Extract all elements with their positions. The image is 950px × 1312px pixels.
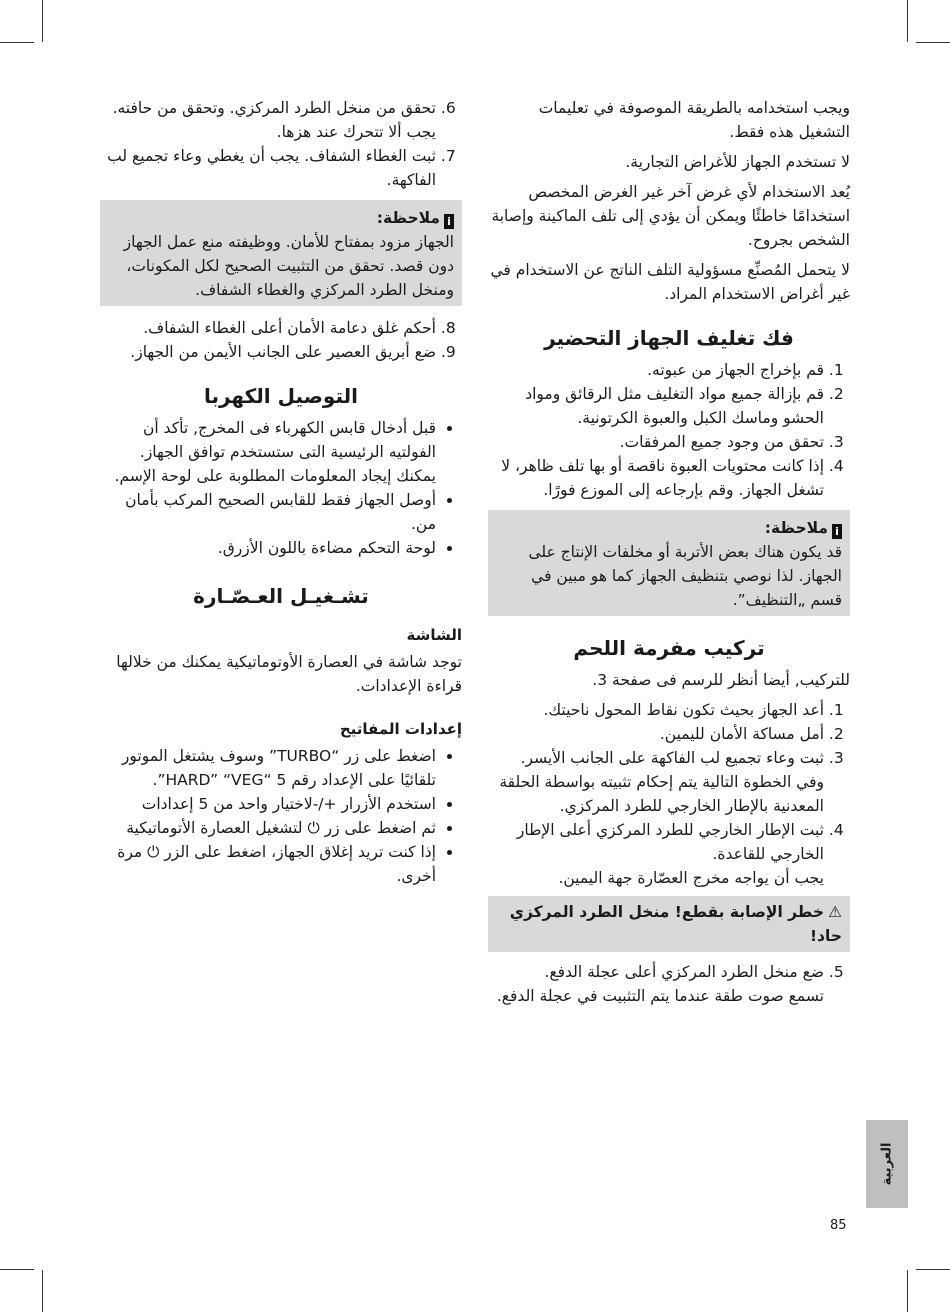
list-item: 3. ثبت وعاء تجميع لب الفاكهة على الجانب الأيسر. وفي الخطوة التالية يتم إحكام تثبيته بواسطة الحلقة المعدنية بالإطار الخارجي للطرد المركزي. bbox=[488, 746, 824, 818]
note-box bbox=[488, 510, 850, 616]
screen-text: توجد شاشة في العصارة الأوتوماتيكية يمكنك من خلالها قراءة الإعدادات. bbox=[116, 653, 462, 695]
language-tab bbox=[866, 1120, 908, 1208]
intro-paragraph: ويجب استخدامه بالطريقة الموصوفة في تعليمات التشغيل هذه فقط. bbox=[538, 99, 850, 141]
intro-paragraph: لا تستخدم الجهاز للأغراض التجارية. bbox=[625, 153, 850, 171]
note-text: قد يكون هناك بعض الأتربة أو مخلفات الإنتاج على الجهاز. لذا نوصي بتنظيف الجهاز كما هو مبين في قسم „التنظيف”. bbox=[528, 543, 842, 609]
section-title-operation: تشـغيـل العـصّـارة bbox=[193, 584, 369, 608]
list-item: 8. أحكم غلق دعامة الأمان أعلى الغطاء الشفاف. bbox=[100, 316, 436, 340]
info-icon: i bbox=[444, 214, 454, 229]
left-column bbox=[100, 96, 462, 894]
intro-paragraph: يُعد الاستخدام لأي غرض آخر غير الغرض المخصص استخدامًا خاطئًا ويمكن أن يؤدي إلى تلف الماكينة وإصابة الشخص بجروح. bbox=[491, 183, 850, 249]
intro-paragraph: لا يتحمل المُصنِّع مسؤولية التلف الناتج عن الاستخدام في غير أغراض الاستخدام المراد. bbox=[490, 261, 850, 303]
crop-mark bbox=[907, 1270, 908, 1312]
note-box bbox=[100, 200, 462, 306]
warning-box bbox=[488, 896, 850, 952]
keys-heading: إعدادات المفاتيح bbox=[339, 720, 462, 738]
list-item: 1. أعد الجهاز بحيث تكون نقاط المحول ناحيتك. bbox=[488, 698, 824, 722]
list-item: 1. قم بإخراج الجهاز من عبوته. bbox=[488, 358, 824, 382]
keys-list bbox=[100, 744, 462, 888]
list-item: 7. ثبت الغطاء الشفاف. يجب أن يغطي وعاء تجميع لب الفاكهة. bbox=[100, 144, 436, 192]
note-text: الجهاز مزود بمفتاح للأمان. ووظيفته منع عمل الجهاز دون قصد. تحقق من التثبيت الصحيح لكل المكونات، ومنخل الطرد المركزي والغطاء الشفاف. bbox=[123, 233, 454, 299]
crop-mark bbox=[42, 1270, 43, 1312]
crop-mark bbox=[916, 42, 950, 43]
list-item: • إذا كنت تريد إغلاق الجهاز، اضغط على الزر ⏻ مرة أخرى. bbox=[100, 840, 436, 888]
assembly-list bbox=[488, 698, 850, 866]
language-tab-label: العربية bbox=[879, 1142, 895, 1186]
screen-heading: الشاشة bbox=[406, 626, 462, 644]
section-title-unpack: فك تغليف الجهاز التحضير bbox=[544, 326, 794, 350]
warning-text: خطر الإصابة بقطع! منخل الطرد المركزي حاد! bbox=[509, 903, 842, 945]
page-number: 85 bbox=[830, 1218, 847, 1233]
list-item: • اضغط على زر “TURBO” وسوف يشتغل الموتور تلقائيًا على الإعداد رقم 5 “HARD” “VEG”. bbox=[100, 744, 436, 792]
list-item: 4. إذا كانت محتويات العبوة ناقصة أو بها تلف ظاهر، لا تشغل الجهاز. وقم بإرجاعه إلى الموزع فورًا. bbox=[488, 454, 824, 502]
list-item: 9. ضع أبريق العصير على الجانب الأيمن من الجهاز. bbox=[100, 340, 436, 364]
assembly-note: يجب أن يواجه مخرج العصّارة جهة اليمين. bbox=[558, 869, 824, 887]
list-item: 5. ضع منخل الطرد المركزي أعلى عجلة الدفع. bbox=[488, 960, 824, 984]
list-item: 4. ثبت الإطار الخارجي للطرد المركزي أعلى الإطار الخارجي للقاعدة. bbox=[488, 818, 824, 866]
crop-mark bbox=[42, 0, 43, 42]
list-item: 6. تحقق من منخل الطرد المركزي. وتحقق من حافته. يجب ألا تتحرك عند هزها. bbox=[100, 96, 436, 144]
list-item: 3. تحقق من وجود جميع المرفقات. bbox=[488, 430, 824, 454]
list-item: 2. قم بإزالة جميع مواد التغليف مثل الرقائق ومواد الحشو وماسك الكبل والعبوة الكرتونية. bbox=[488, 382, 824, 430]
list-item: • استخدم الأزرار +/-لاختيار واحد من 5 إعدادات bbox=[100, 792, 436, 816]
unpack-list bbox=[488, 358, 850, 502]
assembly-list-continued bbox=[100, 96, 462, 192]
electric-list bbox=[100, 416, 462, 560]
crop-mark bbox=[0, 1269, 34, 1270]
section-title-electric: التوصيل الكهربا bbox=[203, 384, 359, 408]
section-title-assembly: تركيب مفرمة اللحم bbox=[573, 636, 765, 660]
assembly-note: تسمع صوت طقة عندما يتم التثبيت في عجلة الدفع. bbox=[496, 987, 824, 1005]
assembly-intro: للتركيب, أيضا أنظر للرسم فى صفحة 3. bbox=[592, 671, 850, 689]
right-column bbox=[488, 96, 850, 1014]
warning-icon: ⚠ bbox=[828, 903, 842, 921]
note-title: ملاحظة: bbox=[764, 519, 828, 537]
crop-mark bbox=[0, 42, 34, 43]
list-item: • أوصل الجهاز فقط للقابس الصحيح المركب بأمان من. bbox=[100, 488, 436, 536]
note-title: ملاحظة: bbox=[376, 209, 440, 227]
list-item: • ثم اضغط على زر ⏻ لتشغيل العصارة الأتوماتيكية bbox=[100, 816, 436, 840]
assembly-list-continued bbox=[488, 960, 850, 984]
list-item: • قبل أدخال قابس الكهرباء فى المخرج, تأكد أن الفولتيه الرئيسية التى ستستخدم توافق الجهاز. يمكنك إيجاد المعلومات المطلوبة على لوحة الإسم. bbox=[100, 416, 436, 488]
list-item: • لوحة التحكم مضاءة باللون الأزرق. bbox=[100, 536, 436, 560]
list-item: 2. أمل مساكة الأمان لليمين. bbox=[488, 722, 824, 746]
info-icon: i bbox=[832, 524, 842, 539]
crop-mark bbox=[907, 0, 908, 42]
assembly-list-continued bbox=[100, 316, 462, 364]
crop-mark bbox=[916, 1269, 950, 1270]
